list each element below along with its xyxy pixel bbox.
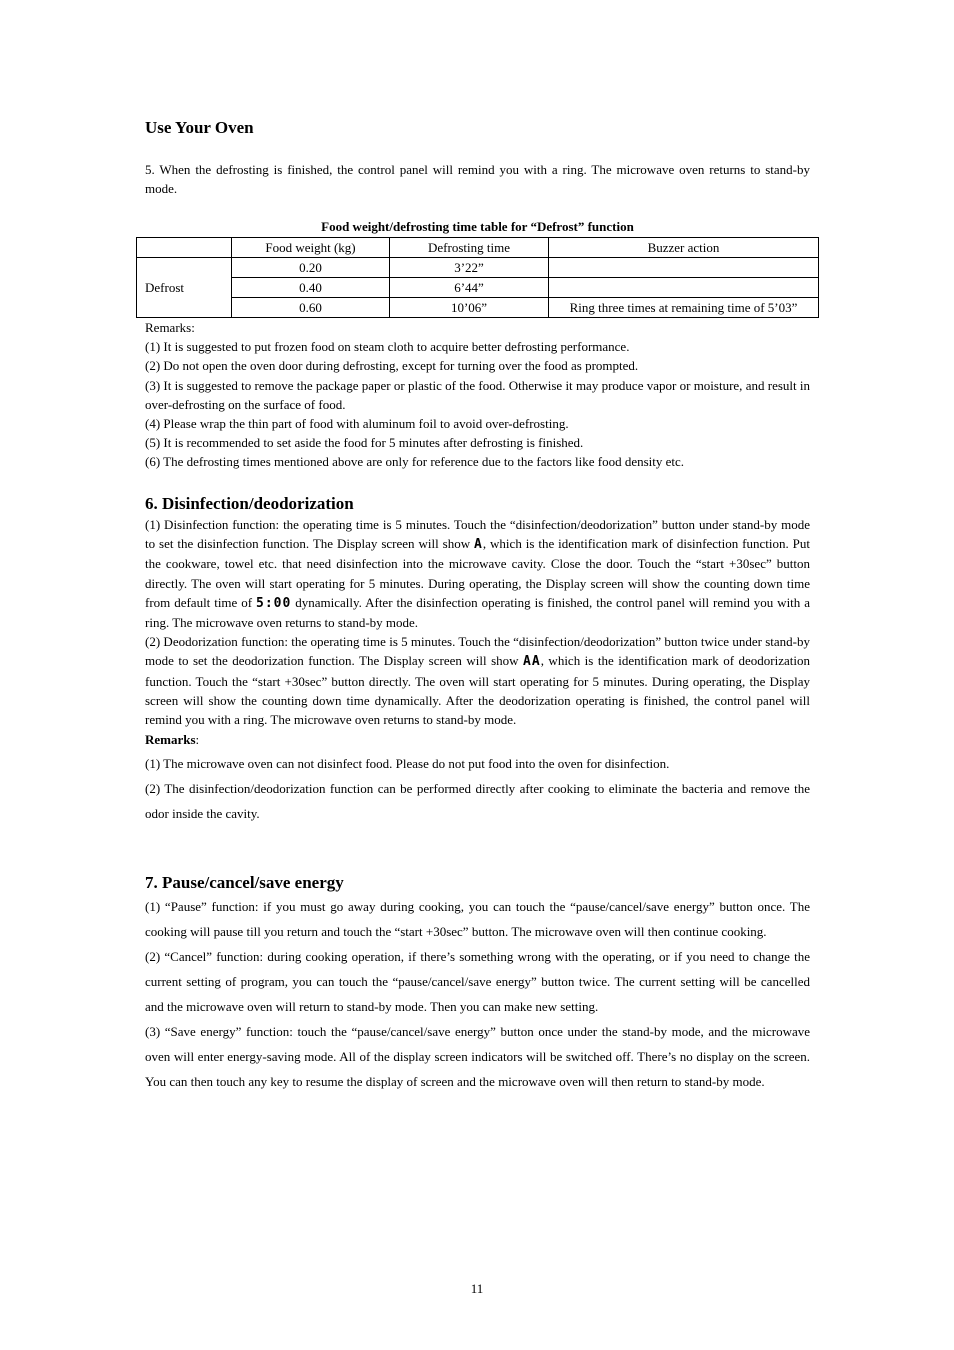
cancel-paragraph: (2) “Cancel” function: during cooking operation, if there’s something wrong with the operating, or if you need to change the current setting of program, you can touch the “pause/cancel/save energy” button twice. The current setting will be cancelled and the microwave oven will return to stand-by mode. Then you can make new setting. <box>145 949 810 1014</box>
step-5-text: 5. When the defrosting is finished, the control panel will remind you with a ring. The microwave oven returns to stand-by mode. <box>145 162 810 197</box>
table-cell-weight: 0.20 <box>232 258 390 278</box>
deodorization-mark: AA <box>523 654 541 670</box>
step-5 <box>145 160 810 198</box>
text-run: (1) Disinfection function: the operating time is 5 minutes. Touch the “disinfection/deodorization” button under stand-by mode to set the disinfection function. The Display screen will show <box>145 517 810 552</box>
page-number: 11 <box>470 1281 484 1296</box>
table-cell-buzzer: Ring three times at remaining time of 5’03” <box>549 298 819 318</box>
table-header-cell <box>137 238 232 258</box>
pause-paragraph: (1) “Pause” function: if you must go away during cooking, you can touch the “pause/cancel/save energy” button once. The cooking will pause till you return and touch the “start +30sec” button. The microwave oven will then continue cooking. <box>145 899 810 939</box>
section-disinfection <box>145 493 810 826</box>
remarks-label: Remarks: <box>145 320 195 335</box>
table-header-cell: Defrosting time <box>390 238 549 258</box>
section-pause-cancel <box>145 872 810 1094</box>
defrost-remarks <box>145 318 810 472</box>
save-energy-paragraph: (3) “Save energy” function: touch the “pause/cancel/save energy” button once under the stand-by mode, and the microwave oven will enter energy-saving mode. All of the display screen indicators will be switched off. There’s no display on the screen. You can then touch any key to resume the display of screen and the microwave oven will then return to stand-by mode. <box>145 1024 810 1089</box>
text-run: , which is the identification mark of disinfection function. Put the cookware, towel etc. that need disinfection into the microwave cavity. Close the door. Touch the “start +30sec” button directly. The oven will start operating for 5 minutes. During operating, the Display screen will show the counting down time from default time of <box>145 536 810 610</box>
page-header-title: Use Your Oven <box>145 118 254 137</box>
table-cell-time: 6’44” <box>390 278 549 298</box>
remark-item: (2) The disinfection/deodorization function can be performed directly after cooking to eliminate the bacteria and remove the odor inside the cavity. <box>145 781 810 822</box>
remark-item: (3) It is suggested to remove the package paper or plastic of the food. Otherwise it may produce vapor or moisture, and result in over-defrosting on the surface of food. <box>145 377 810 412</box>
remarks-colon: : <box>195 732 200 748</box>
remark-item: (1) It is suggested to put frozen food on steam cloth to acquire better defrosting performance. <box>145 339 630 355</box>
table-header-cell: Food weight (kg) <box>232 238 390 258</box>
text-run: (2) Deodorization function: the operating time is 5 minutes. Touch the “disinfection/deodorization” button twice under stand-by mode to set the deodorization function. The Display screen will show <box>145 634 810 669</box>
default-time-display: 5:00 <box>256 595 292 611</box>
text-run: , which is the identification mark of deodorization function. Touch the “start +30sec” button directly. The oven will start operating for 5 minutes. During operating, the Display screen will show the counting down time dynamically. After the deodorization operating is finished, the control panel will remind you with a ring. The microwave oven returns to stand-by mode. <box>145 653 810 728</box>
table-row <box>137 258 819 278</box>
disinfection-mark: A <box>474 537 483 553</box>
disinfection-paragraph <box>145 515 810 632</box>
section-7-title: 7. Pause/cancel/save energy <box>145 873 344 892</box>
remark-item: (6) The defrosting times mentioned above are only for reference due to the factors like food density etc. <box>145 454 685 470</box>
defrost-table <box>136 237 819 318</box>
section-6-remarks-label <box>145 729 810 751</box>
table-row <box>137 298 819 318</box>
table-header-row <box>137 238 819 258</box>
table-cell-time: 10’06” <box>390 298 549 318</box>
text-run: dynamically. After the disinfection operating is finished, the control panel will remind you with a ring. The microwave oven returns to stand-by mode. <box>145 594 810 631</box>
remark-item: (1) The microwave oven can not disinfect food. Please do not put food into the oven for disinfection. <box>145 756 670 772</box>
table-cell-weight: 0.60 <box>232 298 390 318</box>
table-row <box>137 278 819 298</box>
remark-item: (4) Please wrap the thin part of food with aluminum foil to avoid over-defrosting. <box>145 416 569 432</box>
table-header-cell: Buzzer action <box>549 238 819 258</box>
remark-item: (2) Do not open the oven door during defrosting, except for turning over the food as prompted. <box>145 358 639 374</box>
table-cell-weight: 0.40 <box>232 278 390 298</box>
table-cell-buzzer <box>549 258 819 278</box>
table-cell-time: 3’22” <box>390 258 549 278</box>
table-cell-buzzer <box>549 278 819 298</box>
deodorization-paragraph <box>145 632 810 729</box>
section-6-title: 6. Disinfection/deodorization <box>145 494 354 513</box>
table-row-label: Defrost <box>137 258 232 318</box>
remark-item: (5) It is recommended to set aside the food for 5 minutes after defrosting is finished. <box>145 435 584 451</box>
table-caption: Food weight/defrosting time table for “Defrost” function <box>321 219 634 234</box>
remarks-label-bold: Remarks <box>145 732 196 748</box>
